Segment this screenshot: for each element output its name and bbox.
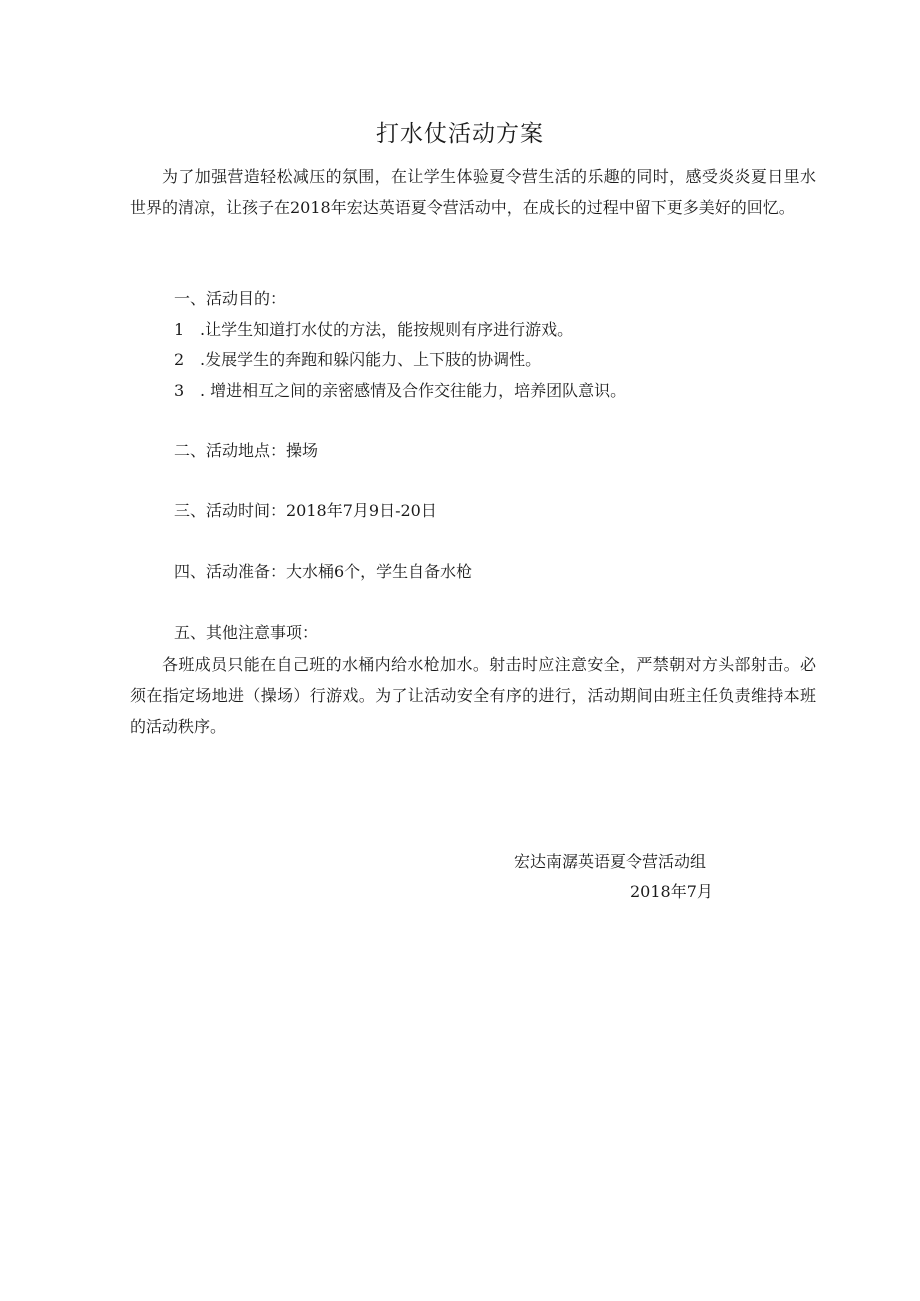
signature-date: 2018年7月	[630, 882, 713, 901]
time-line: 三、活动时间：2018年7月9日-20日	[174, 501, 437, 520]
goal-item-number: 3	[174, 381, 185, 400]
goals-heading: 一、活动目的：	[174, 289, 287, 308]
goal-item-text: .发展学生的奔跑和躲闪能力、上下肢的协调性。	[200, 350, 542, 369]
notes-heading: 五、其他注意事项：	[174, 623, 319, 642]
goal-item-text: .让学生知道打水仗的方法，能按规则有序进行游戏。	[200, 320, 574, 339]
goal-item-3	[174, 376, 626, 406]
goal-item-number: 1	[174, 320, 185, 339]
location-line: 二、活动地点：操场	[174, 441, 319, 460]
signature-organization: 宏达南潺英语夏令营活动组	[514, 852, 707, 871]
goal-item-2	[174, 345, 541, 375]
goal-item-text: . 增进相互之间的亲密感情及合作交往能力，培养团队意识。	[200, 381, 627, 400]
goal-item-number: 2	[174, 350, 185, 369]
notes-paragraph: 各班成员只能在自己班的水桶内给水枪加水。射击时应注意安全，严禁朝对方头部射击。必须在指定场地进（操场）行游戏。为了让活动安全有序的进行，活动期间由班主任负责维持本班的活动秩序。	[130, 655, 816, 736]
preparation-line: 四、活动准备：大水桶6个，学生自备水枪	[174, 562, 473, 581]
goal-item-1	[174, 315, 573, 345]
intro-paragraph: 为了加强营造轻松减压的氛围，在让学生体验夏令营生活的乐趣的同时，感受炎炎夏日里水世界的清凉，让孩子在2018年宏达英语夏令营活动中，在成长的过程中留下更多美好的回忆。	[130, 167, 816, 217]
document-title: 打水仗活动方案	[376, 121, 544, 147]
